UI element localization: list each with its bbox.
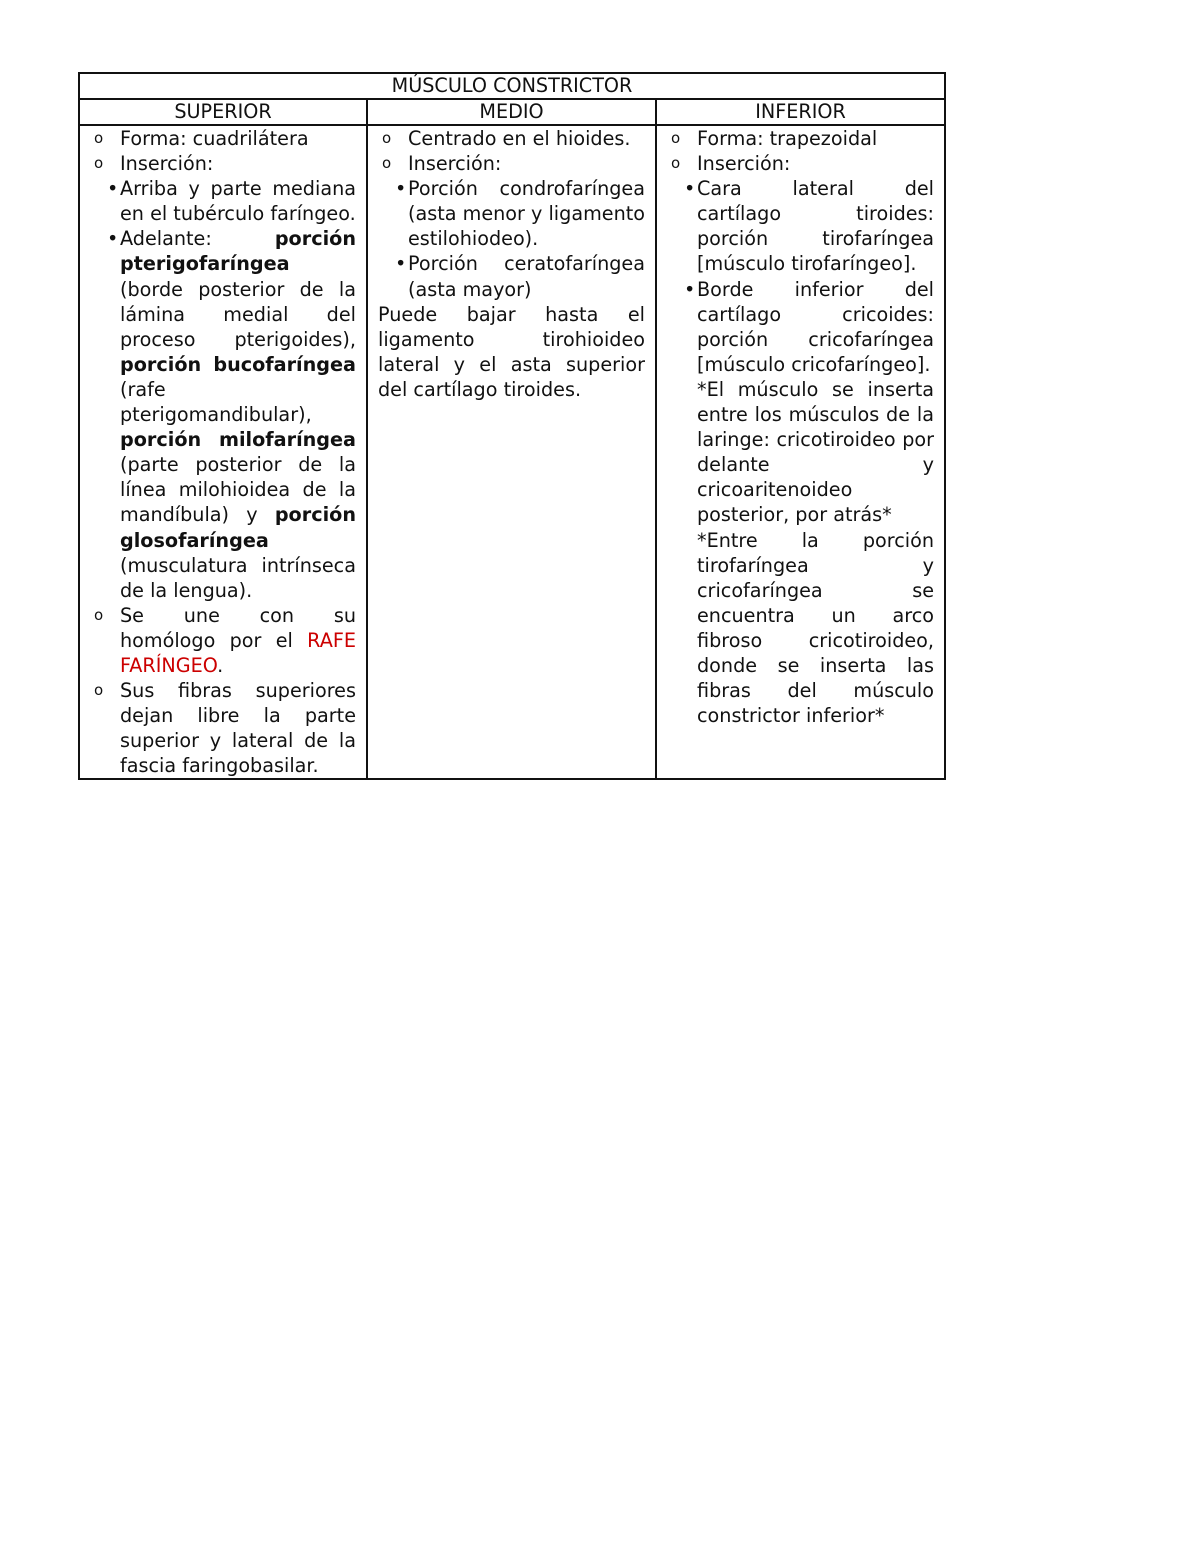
document-page: [78, 72, 944, 780]
rafe-faringeo-highlight: RAFE FARÍNGEO: [120, 628, 356, 677]
superior-une-prefix: Se une con su homólogo por el: [120, 603, 356, 652]
o-bullet-icon: o: [94, 605, 104, 624]
list-item: [90, 678, 356, 778]
superior-forma: Forma: cuadrilátera: [120, 127, 309, 150]
list-item: [667, 176, 934, 276]
dot-bullet-icon: •: [395, 252, 407, 276]
dot-bullet-icon: •: [395, 177, 407, 201]
list-item: [667, 277, 934, 377]
term-milofaringea: porción milofaríngea: [120, 428, 356, 452]
inferior-insercion: Inserción:: [697, 152, 791, 176]
medio-puede: Puede bajar hasta el ligamento tirohioideo lateral y el asta superior del cartílago tiroides.: [378, 302, 645, 401]
list-item: [90, 126, 356, 151]
superior-list-2: [90, 603, 356, 779]
medio-cerato: Porción ceratofaríngea (asta mayor): [408, 252, 645, 301]
title-row: [79, 73, 945, 99]
cell-superior: [79, 125, 367, 779]
inferior-list: [667, 126, 934, 176]
o-bullet-icon: o: [382, 129, 392, 147]
list-item: [90, 226, 356, 602]
term-glosofaringea: porción glosofaríngea: [120, 503, 356, 552]
o-bullet-icon: o: [94, 154, 104, 173]
table-title: MÚSCULO CONSTRICTOR: [79, 73, 945, 99]
desc-bucofaringea: (rafe pterigomandibular),: [120, 377, 312, 427]
cell-medio: [367, 125, 656, 779]
medio-centrado: Centrado en el hioides.: [408, 127, 631, 150]
desc-pterigofaringea: (borde posterior de la lámina medial del proceso pterigoides),: [120, 277, 356, 351]
inferior-nota-1: *El músculo se inserta entre los músculos de la laringe: cricotiroideo por delante y cricoaritenoideo posterior, por atrás*: [697, 377, 935, 527]
cell-inferior: [656, 125, 945, 779]
superior-fibras: Sus fibras superiores dejan libre la parte superior y lateral de la fascia faringobasilar.: [120, 679, 356, 778]
dot-bullet-icon: •: [107, 227, 119, 251]
content-row: [79, 125, 945, 779]
header-superior: SUPERIOR: [79, 99, 367, 125]
medio-insercion: Inserción:: [408, 152, 502, 176]
desc-glosofaringea: (musculatura intrínseca de la lengua).: [120, 553, 356, 602]
medio-list: [378, 126, 645, 176]
superior-sublist: [90, 176, 356, 603]
header-medio: MEDIO: [367, 99, 656, 125]
dot-bullet-icon: •: [107, 177, 119, 201]
superior-une-suffix: .: [217, 653, 224, 677]
o-bullet-icon: o: [382, 154, 392, 173]
constrictor-table: [78, 72, 946, 780]
inferior-sublist: [667, 176, 934, 377]
list-item: [667, 151, 934, 176]
inferior-borde: Borde inferior del cartílago cricoides: porción cricofaríngea [músculo cricofaríngeo].: [697, 277, 935, 376]
inferior-nota-2: *Entre la porción tirofaríngea y cricofaríngea se encuentra un arco fibroso cricotiroideo, donde se inserta las fibras del músculo constrictor inferior*: [697, 528, 935, 728]
medio-sublist: [378, 176, 645, 301]
inferior-forma: Forma: trapezoidal: [697, 127, 878, 150]
term-pterigofaringea: porción pterigofaríngea: [120, 227, 356, 276]
superior-list: [90, 126, 356, 176]
medio-condro: Porción condrofaríngea (asta menor y ligamento estilohiodeo).: [408, 177, 645, 251]
superior-insercion: Inserción:: [120, 152, 214, 176]
o-bullet-icon: o: [671, 129, 681, 147]
list-item: [90, 176, 356, 226]
header-inferior: INFERIOR: [656, 99, 945, 125]
list-item: [90, 603, 356, 678]
dot-bullet-icon: •: [684, 277, 696, 301]
list-item: [378, 251, 645, 301]
term-bucofaringea: porción bucofaríngea: [120, 352, 356, 376]
list-item: [378, 151, 645, 176]
superior-arriba: Arriba y parte mediana en el tubérculo faríngeo.: [120, 177, 356, 226]
dot-bullet-icon: •: [684, 177, 696, 201]
o-bullet-icon: o: [94, 681, 104, 700]
list-item: [667, 126, 934, 151]
list-item: [90, 151, 356, 176]
list-item: [378, 126, 645, 151]
o-bullet-icon: o: [671, 154, 681, 173]
header-row: [79, 99, 945, 125]
o-bullet-icon: o: [94, 129, 104, 147]
list-item: [378, 176, 645, 251]
superior-adelante-prefix: Adelante:: [120, 227, 275, 251]
inferior-cara: Cara lateral del cartílago tiroides: porción tirofaríngea [músculo tirofaríngeo].: [697, 177, 935, 276]
desc-milofaringea: (parte posterior de la línea milohioidea de la mandíbula) y: [120, 453, 356, 527]
